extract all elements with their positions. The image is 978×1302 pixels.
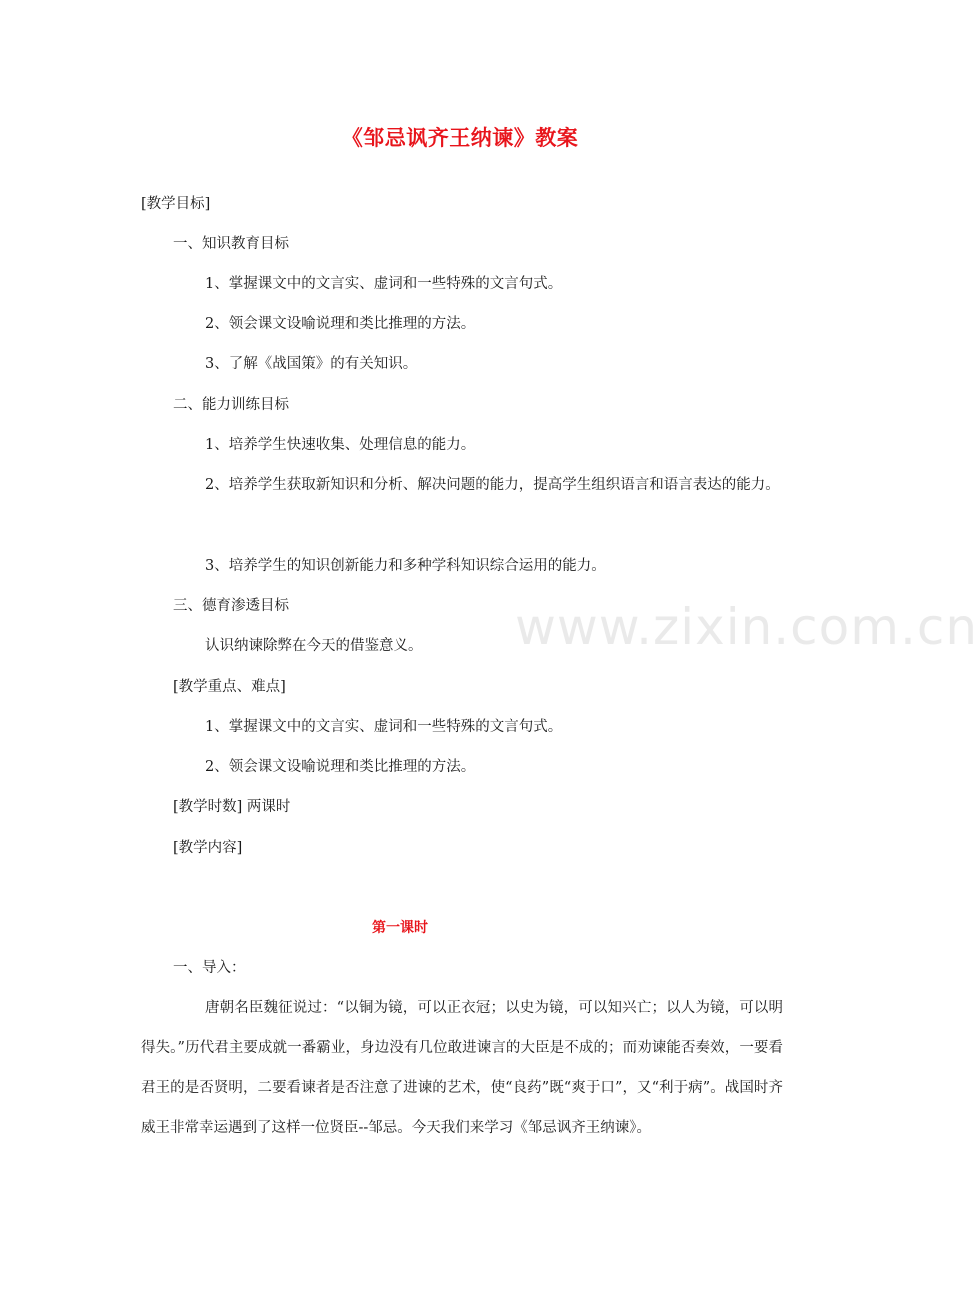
- objectives-heading: [教学目标]: [141, 196, 211, 212]
- intro-paragraph: 唐朝名臣魏征说过：“以铜为镜，可以正衣冠；以史为镜，可以知兴亡；以人为镜，可以明得失。”历代君主要成就一番霸业，身边没有几位敢进谏言的大臣是不成的；而劝谏能否奏效，一要看君王的是否贤明，二要看谏者是否注意了进谏的艺术，使“良药”既“爽于口”，又“利于病”。战国时齐威王非常幸运遇到了这样一位贤臣--邹忌。今天我们来学习《邹忌讽齐王纳谏》。: [141, 1000, 783, 1136]
- content-heading: [教学内容]: [173, 840, 243, 856]
- knowledge-item-1: 1、掌握课文中的文言实、虚词和一些特殊的文言句式。: [205, 276, 563, 292]
- teaching-hours: [教学时数] 两课时: [173, 799, 291, 815]
- moral-text: 认识纳谏除弊在今天的借鉴意义。: [205, 638, 423, 654]
- moral-heading: 三、德育渗透目标: [173, 598, 289, 614]
- key-point-1: 1、掌握课文中的文言实、虚词和一些特殊的文言句式。: [205, 719, 563, 735]
- document-title: 《邹忌讽齐王纳谏》教案: [341, 126, 579, 150]
- lesson-1-title: 第一课时: [372, 920, 428, 936]
- ability-item-2: 2、培养学生获取新知识和分析、解决问题的能力，提高学生组织语言和语言表达的能力。: [205, 477, 780, 493]
- ability-item-3: 3、培养学生的知识创新能力和多种学科知识综合运用的能力。: [205, 558, 606, 574]
- ability-item-1: 1、培养学生快速收集、处理信息的能力。: [205, 437, 476, 453]
- key-points-heading: [教学重点、难点]: [173, 679, 286, 695]
- knowledge-heading: 一、知识教育目标: [173, 236, 289, 252]
- watermark: www.zixin.com.cn: [515, 598, 978, 656]
- intro-heading: 一、导入：: [173, 960, 246, 976]
- knowledge-item-2: 2、领会课文设喻说理和类比推理的方法。: [205, 316, 476, 332]
- key-point-2: 2、领会课文设喻说理和类比推理的方法。: [205, 759, 476, 775]
- knowledge-item-3: 3、了解《战国策》的有关知识。: [205, 356, 418, 372]
- ability-heading: 二、能力训练目标: [173, 397, 289, 413]
